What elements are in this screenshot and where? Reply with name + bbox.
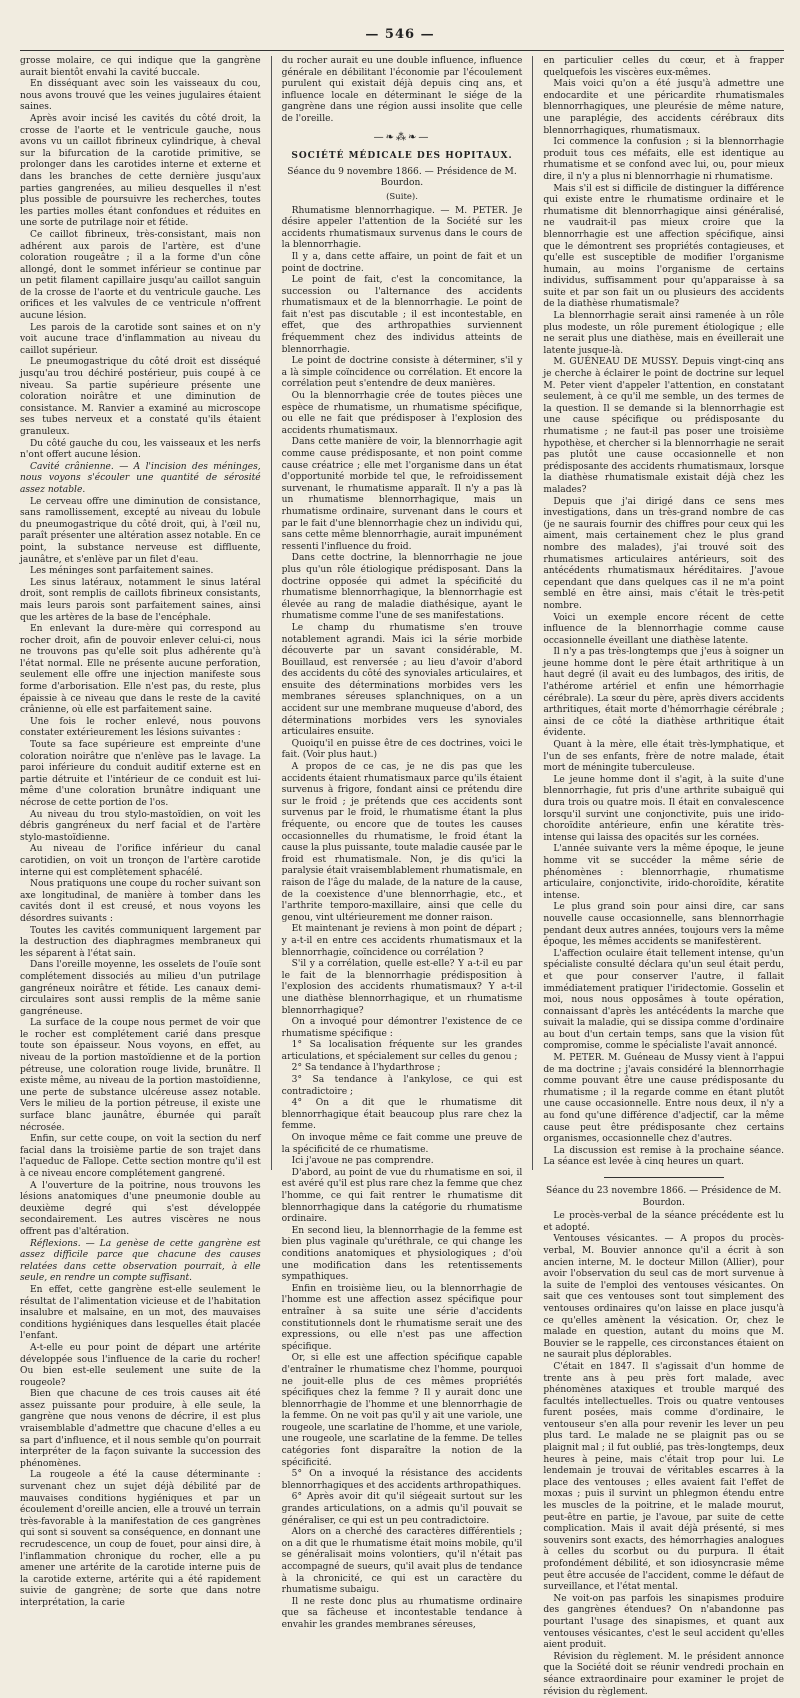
column-divider <box>532 56 533 1170</box>
paragraph: Au niveau du trou stylo-mastoïdien, on voit les débris gangréneux du nerf facial et de l'artère stylo-mastoïdienne. <box>20 809 261 843</box>
paragraph: Il y a, dans cette affaire, un point de fait et un point de doctrine. <box>281 251 523 274</box>
paragraph: Or, si elle est une affection spécifique capable d'entraîner le rhumatisme chez l'homme, pourquoi ne jouit-elle plus de ces mêmes propriétés spécifiques chez la femme ? Il y aurait donc une blennorrhagie de l'homme et une blennorrhagie de la femme. On ne voit pas qu'il y ait une variole, une rougeole, une scarlatine de l'homme, et une variole, une rougeole, une scarlatine de la femme. De telles catégories font disparaître la notion de la spécificité. <box>281 1353 523 1468</box>
paragraph: Le point de fait, c'est la concomitance, la succession ou l'alternance des accidents rhumatismaux et de la blennorrhagie. Le point de fait n'est pas discutable ; il est incontestable, en effet, que des arthropathies surviennent fréquemment chez des individus atteints de blennorrhagie. <box>281 275 523 355</box>
paragraph: Le procès-verbal de la séance précédente est lu et adopté. <box>543 1211 785 1233</box>
column-3 <box>543 56 785 1697</box>
paragraph: Toutes les cavités communiquent largement par la destruction des diaphragmes membraneux qui les séparent à l'état sain. <box>20 925 261 959</box>
columns <box>20 56 785 1697</box>
suite-line: (Suite). <box>386 191 418 202</box>
paragraph: En enlevant la dure-mère qui correspond au rocher droit, afin de pouvoir enlever celui-ci, nous ne trouvons pas qu'elle soit plus adhérente qu'à l'état normal. Elle ne présente aucune perforation, seulement elle offre une injection manifeste sous forme d'arborisation. Elle n'est pas, du reste, plus épaissie à ce niveau que dans le reste de la cavité crânienne, où elle est parfaitement saine. <box>20 624 261 716</box>
cranium-heading-paragraph: Cavité crânienne. — A l'incision des méninges, nous voyons s'écouler une quantité de sérosité assez notable. <box>20 461 261 495</box>
paragraph: En second lieu, la blennorrhagie de la femme est bien plus vaginale qu'uréthrale, ce qui change les conditions anatomiques et physiologiques ; d'où une modification dans les retentissements sympathiques. <box>281 1225 523 1283</box>
paragraph: 6° Après avoir dit qu'il siégeait surtout sur les grandes articulations, on a admis qu'il pouvait se généraliser, ce qui est un peu contradictoire. <box>281 1492 523 1526</box>
ornament-divider: —❧⁂❧— <box>373 131 431 143</box>
paragraph: Le plus grand soin pour ainsi dire, car sans nouvelle cause occasionnelle, sans blennorrhagie pendant deux autres années, toujours vers la même époque, les mêmes accidents se manifestèrent. <box>543 902 785 948</box>
paragraph: 5° On a invoqué la résistance des accidents blennorrhagiques et des accidents arthropathiques. <box>281 1469 523 1491</box>
paragraph: Enfin, sur cette coupe, on voit la section du nerf facial dans la troisième partie de son trajet dans l'aqueduc de Fallope. Cette section montre qu'il est à ce niveau encore complétement gangrené. <box>20 1134 261 1179</box>
paragraph: Ici j'avoue ne pas comprendre. <box>291 1156 434 1167</box>
paragraph: Et maintenant je reviens à mon point de départ ; y a-t-il en entre ces accidents rhumatismaux et la blennorrhagie, coïncidence ou corrélation ? <box>281 924 523 958</box>
column-1 <box>20 56 261 1608</box>
paragraph: Au niveau de l'orifice inférieur du canal carotidien, on voit un tronçon de l'artère carotide interne qui est complètement sphacélé. <box>20 844 261 878</box>
paragraph: grosse molaire, ce qui indique que la gangrène aurait bientôt envahi la cavité buccale. <box>20 56 261 78</box>
paragraph: Ici commence la confusion ; si la blennorrhagie produit tous ces méfaits, elle est identique au rhumatisme et se confond avec lui, ou, pour mieux dire, il n'y a plus ni blennorrhagie ni rhumatisme. <box>543 137 785 182</box>
paragraph: Dans cette doctrine, la blennorrhagie ne joue plus qu'un rôle étiologique prédisposant. Dans la doctrine opposée qui admet la spécificité du rhumatisme blennorrhagique, la blennorrhagie est élevée au rang de maladie diathésique, ayant le rhumatisme comme l'une de ses manifestations. <box>281 553 523 622</box>
paragraph: L'affection oculaire était tellement intense, qu'un spécialiste consulté déclara qu'un seul était perdu, et que pour conserver l'autre, il fallait immédiatement pratiquer l'iridectomie. Gosselin et moi, nous nous opposâmes à toute opération, connaissant d'après les antécédents la marche que suivait la maladie, qui se dissipa comme d'ordinaire au bout d'un certain temps, sans que la vision fût compromise, comme le spécialiste l'avait annoncé. <box>543 948 785 1052</box>
society-title: SOCIÉTÉ MÉDICALE DES HOPITAUX. <box>291 151 513 162</box>
paragraph: L'année suivante vers la même époque, le jeune homme vit se succéder la même série de phénomènes : blennorrhagie, rhumatisme articulaire, conjonctivite, irido-choroïdite, kératite intense. <box>543 844 785 901</box>
paragraph: Les parois de la carotide sont saines et on n'y voit aucune trace d'inflammation au niveau du caillot supérieur. <box>20 322 261 356</box>
paragraph: Quant à la mère, elle était très-lymphatique, et l'un de ses enfants, frère de notre malade, était mort de méningite tuberculeuse. <box>543 740 785 774</box>
paragraph: Révision du règlement. M. le président annonce que la Société doit se réunir vendredi prochain en séance extraordinaire pour examiner le projet de révision du règlement. <box>543 1651 785 1697</box>
paragraph: Le point de doctrine consiste à déterminer, s'il y a là simple coïncidence ou corrélation. Et encore la corrélation peut s'entendre de deux manières. <box>281 356 523 390</box>
paragraph: Une fois le rocher enlevé, nous pouvons constater extérieurement les lésions suivantes : <box>20 716 261 739</box>
paragraph: Mais s'il est si difficile de distinguer la différence qui existe entre le rhumatisme ordinaire et le rhumatisme dit blennorrhagique ainsi généralisé, ne vaudrait-il pas mieux croire que la blennorrhagie est une affection spécifique, ainsi que le démontrent ses propriétés contagieuses, et qu'elle est susceptible de modifier l'organisme humain, au moins l'organisme de certains individus, suffisamment pour qu'apparaisse à sa suite et par son fait un ou plusieurs des accidents de la diathèse rhumatismale? <box>543 183 785 310</box>
paragraph: Le jeune homme dont il s'agit, à la suite d'une blennorrhagie, fut pris d'une arthrite subaiguë qui dura trois ou quatre mois. Il était en convalescence lorsqu'il survint une conjonctivite, puis une irido-choroïdite antérieure, enfin une kératite très-intense qui laissa des opacités sur les cornées. <box>543 774 785 843</box>
paragraph: Le pneumogastrique du côté droit est disséqué jusqu'au trou déchiré postérieur, puis coupé à ce niveau. Sa partie supérieure présente une coloration noirâtre et une diminution de consistance. M. Ranvier a examiné au microscope ses tubes nerveux et a constaté qu'ils étaient granuleux. <box>20 357 261 437</box>
paragraph: du rocher aurait eu une double influence, influence générale en débilitant l'économie par l'écoulement purulent qui existait déjà depuis cinq ans, et influence locale en déterminant le siége de la gangrène dans une région aussi insolite que celle de l'oreille. <box>281 56 523 124</box>
paragraph: Rhumatisme blennorrhagique. — M. PETER. Je désire appeler l'attention de la Société sur les accidents rhumatismaux survenus dans le cours de la blennorrhagie. <box>281 205 523 251</box>
paragraph: Dans cette manière de voir, la blennorrhagie agit comme cause prédisposante, et non point comme cause créatrice ; elle met l'organisme dans un état d'opportunité morbide tel que, le refroidissement survenant, le rhumatisme apparaît. Il n'y a pas là un rhumatisme blennorrhagique, mais un rhumatisme ordinaire, survenant dans le cours et par le fait d'une blennorrhagie chez un individu qui, sans cette même blennorrhagie, aurait impunément ressenti l'influence du froid. <box>281 437 523 552</box>
paragraph: M. GUÉNEAU DE MUSSY. Depuis vingt-cinq ans je cherche à éclairer le point de doctrine sur lequel M. Peter vient d'appeler l'attention, en constatant seulement, à ce qu'il me semble, un des termes de la question. Il se demande si la blennorrhagie est une cause spécifique ou prédisposante du rhumatisme ; ne faut-il pas poser une troisième hypothèse, et chercher si la blennorrhagie ne serait pas plutôt une cause occasionnelle et non prédisposante des accidents rhumatismaux, lorsque la diathèse rhumatismale existait déjà chez les malades? <box>543 357 785 495</box>
paragraph: Dans l'oreille moyenne, les osselets de l'ouïe sont complétement dissociés au milieu d'un putrilage gangréneux noirâtre et fétide. Les canaux demi-circulaires sont aussi remplis de la même sanie gangréneuse. <box>20 960 261 1017</box>
paragraph: Ce caillot fibrineux, très-consistant, mais non adhérent aux parois de l'artère, est d'une coloration rougeâtre ; il a la forme d'un cône allongé, dont le sommet inférieur se continue par un petit filament capillaire jusqu'au caillot sanguin de la crosse de l'aorte et du ventricule gauche. Les orifices et les valvules de ce ventricule n'offrent aucune lésion. <box>20 229 261 322</box>
paragraph: Alors on a cherché des caractères différentiels ; on a dit que le rhumatisme était moins mobile, qu'il se généralisait moins volontiers, qu'il n'était pas accompagné de sueurs, qu'il avait plus de tendance à la chronicité, ce qui est un caractère du rhumatisme subaigu. <box>281 1527 523 1596</box>
paragraph: Ventouses vésicantes. — A propos du procès-verbal, M. Bouvier annonce qu'il a écrit à son ancien interne, M. le docteur Millon (Allier), pour avoir l'observation du seul cas de mort survenue à la suite de l'emploi des ventouses vésicantes. On sait que ces ventouses sont tout simplement des ventouses ordinaires qu'on laisse en place jusqu'à ce qu'elles amènent la vésication. Or, chez le malade en question, autant du moins que M. Bouvier se le rappelle, ces circonstances étaient on ne saurait plus déplorables. <box>543 1234 785 1361</box>
paragraph: 2° Sa tendance à l'hydarthrose ; <box>291 1063 441 1074</box>
paragraph: A-t-elle eu pour point de départ une artérite développée sous l'influence de la carie du rocher! Ou bien est-elle seulement une suite de la rougeole? <box>20 1342 261 1388</box>
paragraph: Nous pratiquons une coupe du rocher suivant son axe longitudinal, de manière à tomber dans les cavités dont il est creusé, et nous voyons les désordres suivants : <box>20 879 261 924</box>
paragraph: Du côté gauche du cou, les vaisseaux et les nerfs n'ont offert aucune lésion. <box>20 438 261 461</box>
paragraph: Il ne reste donc plus au rhumatisme ordinaire que sa fâcheuse et incontestable tendance à envahir les grandes membranes séreuses, <box>281 1596 523 1630</box>
paragraph: A l'ouverture de la poitrine, nous trouvons les lésions anatomiques d'une pneumonie double au deuxième degré qui s'est développée secondairement. Les autres viscères ne nous offrent pas d'altération. <box>20 1180 261 1237</box>
reflexions-paragraph: Réflexions. — La genèse de cette gangrène est assez difficile parce que chacune des causes relatées dans cette observation pourrait, à elle seule, en rendre un compte suffisant. <box>20 1238 261 1284</box>
paragraph: 3° Sa tendance à l'ankylose, ce qui est contradictoire ; <box>281 1075 523 1097</box>
header-rule <box>20 50 784 51</box>
paragraph: Ne voit-on pas parfois les sinapismes produire des gangrènes étendues? On n'abandonne pas pourtant l'usage des sinapismes, et quant aux ventouses vésicantes, c'est le seul accident qu'elles aient produit. <box>543 1593 785 1651</box>
paragraph: M. PETER. M. Guéneau de Mussy vient à l'appui de ma doctrine ; j'avais considéré la blennorrhagie comme pouvant être une cause prédisposante du rhumatisme ; il la regarde comme en étant plutôt une cause occasionnelle. Entre nous deux, il n'y a au fond qu'une différence d'adjectif, car la même cause peut être prédisposante chez certains organismes, occasionnelle chez d'autres. <box>543 1053 785 1145</box>
paragraph: Les méninges sont parfaitement saines. <box>30 566 214 577</box>
paragraph: Depuis que j'ai dirigé dans ce sens mes investigations, dans un très-grand nombre de cas (je ne saurais fournir des chiffres pour ceux qui les aiment, mais certainement chez le plus grand nombre des malades), j'ai trouvé soit des rhumatismes articulaires antérieurs, soit des antécédents rhumatismaux héréditaires. J'avoue cependant que dans quelques cas il ne m'a point semblé en être ainsi, mais c'était le très-petit nombre. <box>543 496 785 611</box>
paragraph: La surface de la coupe nous permet de voir que le rocher est complétement carié dans presque toute son épaisseur. Nous voyons, en effet, au niveau de la portion mastoïdienne et de la portion pétreuse, une coloration rouge livide, brunâtre. Il existe même, au niveau de la portion mastoïdienne, une perte de substance ulcéreuse assez notable. Vers le milieu de la portion pétreuse, il existe une surface blanc jaunâtre, éburnée qui paraît nécrosée. <box>20 1018 261 1133</box>
paragraph: Bien que chacune de ces trois causes ait été assez puissante pour produire, à elle seule, la gangrène que nous venons de décrire, il est plus vraisemblable d'admettre que chacune d'elles a eu sa part d'influence, et il nous semble qu'on pourrait interpréter de la façon suivante la succession des phénomènes. <box>20 1389 261 1469</box>
paragraph: Le cerveau offre une diminution de consistance, sans ramollissement, excepté au niveau du lobule du pneumogastrique du côté droit, qui, à l'œil nu, paraît présenter une altération assez notable. En ce point, la substance nerveuse est diffluente, jaunâtre, et s'enlève par un filet d'eau. <box>20 496 261 565</box>
paragraph: Il n'y a pas très-longtemps que j'eus à soigner un jeune homme dont le père était arthritique à un haut degré (il avait eu des lumbagos, des iritis, de l'athérome artériel et enfin une hémorrhagie cérébrale). La sœur du père, après divers accidents arthritiques, était morte d'hémorrhagie cérébrale ; ainsi de ce côté la diathèse arthritique était évidente. <box>543 647 785 739</box>
paragraph: Ou la blennorrhagie crée de toutes pièces une espèce de rhumatisme, un rhumatisme spécifique, ou elle ne fait que prédisposer à l'explosion des accidents rhumatismaux. <box>281 391 523 436</box>
column-divider <box>271 56 272 1170</box>
paragraph: en particulier celles du cœur, et à frapper quelquefois les viscères eux-mêmes. <box>543 56 785 78</box>
paragraph: Voici un exemple encore récent de cette influence de la blennorrhagie comme cause occasionnelle éveillant une diathèse latente. <box>543 612 785 646</box>
paragraph: Quoiqu'il en puisse être de ces doctrines, voici le fait. (Voir plus haut.) <box>281 738 523 761</box>
seance-line-2: Séance du 23 novembre 1866. — Présidence de M. Bourdon. <box>546 1186 782 1208</box>
section-rule <box>604 1177 724 1178</box>
seance-line: Séance du 9 novembre 1866. — Présidence de M. Bourdon. <box>287 166 517 189</box>
paragraph: Après avoir incisé les cavités du côté droit, la crosse de l'aorte et le ventricule gauche, nous avons vu un caillot fibrineux cylindrique, à cheval sur la bifurcation de la carotide primitive, se prolonger dans les carotides interne et externe et dans les branches de cette dernière jusqu'aux parties gangrenées, au milieu desquelles il n'est plus possible de poursuivre les recherches, toutes les parties molles étant confondues et réduites en une sorte de putrilage noir et fétide. <box>20 113 261 229</box>
paragraph: 4° On a dit que le rhumatisme dit blennorrhagique était beaucoup plus rare chez la femme. <box>281 1098 523 1132</box>
page-number: — 546 — <box>365 27 435 42</box>
paragraph: En disséquant avec soin les vaisseaux du cou, nous avons trouvé que les veines jugulaires étaient saines. <box>20 79 261 113</box>
paragraph: La blennorrhagie serait ainsi ramenée à un rôle plus modeste, un rôle purement étiologique ; elle ne serait plus une diathèse, mais en éveillerait une latente jusque-là. <box>543 311 785 356</box>
paragraph: Mais voici qu'on a été jusqu'à admettre une endocardite et une péricardite rhumatismales blennorrhagiques, une pleurésie de même nature, une paraplégie, des accidents cérébraux dits blennorrhagiques, rhumatismaux. <box>543 79 785 136</box>
paragraph: Enfin en troisième lieu, ou la blennorrhagie de l'homme est une affection assez spécifique pour entraîner à sa suite une série d'accidents constitutionnels dont le rhumatisme serait une des expressions, ou elle n'est pas une affection spécifique. <box>281 1283 523 1352</box>
paragraph: Le champ du rhumatisme s'en trouve notablement agrandi. Mais ici la série morbide découverte par un savant considérable, M. Bouillaud, est renversée ; au lieu d'avoir d'abord des accidents du côté des synoviales articulaires, et ensuite des déterminations morbides vers les membranes séreuses splanchniques, on a un accident sur une membrane muqueuse d'abord, des déterminations morbides vers les synoviales articulaires ensuite. <box>281 622 523 738</box>
paragraph: A propos de ce cas, je ne dis pas que les accidents étaient rhumatismaux parce qu'ils étaient survenus à frigore, fondant ainsi ce prétendu dire sur le froid ; je prétends que ces accidents sont survenus par le froid, le rhumatisme étant la plus fréquente, ou encore que de toutes les causes occasionnelles du rhumatisme, le froid étant la cause la plus puissante, toute maladie causée par le froid est rhumatismale. Non, je dis qu'ici la paralysie était vraisemblablement rhumatismale, en raison de l'âge du malade, de la nature de la cause, de la coexistence d'une blennorrhagie, etc., et l'arthrite temporo-maxillaire, ainsi que celle du genou, vint ultérieurement me donner raison. <box>281 762 523 923</box>
paragraph: En effet, cette gangrène est-elle seulement le résultat de l'alimentation vicieuse et de l'habitation insalubre et malsaine, en un mot, des mauvaises conditions hygiéniques dans lesquelles était placée l'enfant. <box>20 1284 261 1342</box>
paragraph: C'était en 1847. Il s'agissait d'un homme de trente ans à peu près fort malade, avec phénomènes ataxiques et trouble marqué des facultés intellectuelles. Trois ou quatre ventouses furent posées, mais comme d'ordinaire, le ventouseur s'en alla pour revenir les lever un peu plus tard. Le malade ne se plaignit pas ou se plaignit mal ; il fut oublié, pas très-longtemps, deux heures à peine, mais c'était trop pour lui. Le lendemain je trouvai de véritables escarres à la place des ventouses ; elles avaient fait l'effet de moxas ; puis il survint un phlegmon étendu entre les muscles de la poitrine, et le malade mourut, peut-être en partie, je l'avoue, par suite de cette complication. Mais il avait déjà présenté, si mes souvenirs sont exacts, des hémorrhagies analogues à celles du scorbut ou du purpura. Il était profondément débilité, et son idiosyncrasie même peut être accusée de l'accident, comme le défaut de surveillance, et l'état mental. <box>543 1361 785 1593</box>
column-2 <box>281 56 523 1630</box>
paragraph: S'il y a corrélation, quelle est-elle? Y a-t-il eu par le fait de la blennorrhagie prédisposition à l'explosion des accidents rhumatismaux? Y a-t-il une diathèse blennorrhagique, et un rhumatisme blennorrhagique? <box>281 959 523 1016</box>
paragraph: La rougeole a été la cause déterminante : survenant chez un sujet déjà débilité par de mauvaises conditions hygiéniques et par un écoulement d'oreille ancien, elle a trouvé un terrain très-favorable à la manifestation de ces gangrènes qui sont si souvent sa conséquence, en donnant une recrudescence, un coup de fouet, pour ainsi dire, à l'inflammation chronique du rocher, elle a pu amener une artérite de la carotide interne puis de la carotide externe, artérite qui a été rapidement suivie de gangrène; de sorte que dans notre interprétation, la carie <box>20 1470 261 1608</box>
paragraph: Les sinus latéraux, notamment le sinus latéral droit, sont remplis de caillots fibrineux consistants, mais leurs parois sont parfaitement saines, ainsi que les artères de la base de l'encéphale. <box>20 577 261 623</box>
paragraph: On a invoqué pour démontrer l'existence de ce rhumatisme spécifique : <box>281 1017 523 1039</box>
paragraph: D'abord, au point de vue du rhumatisme en soi, il est avéré qu'il est plus rare chez la femme que chez l'homme, ce qui fait rentrer le rhumatisme dit blennorrhagique dans la catégorie du rhumatisme ordinaire. <box>281 1167 523 1225</box>
paragraph: Toute sa face supérieure est empreinte d'une coloration noirâtre que n'enlève pas le lavage. La paroi inférieure du conduit auditif externe est en partie détruite et l'intérieur de ce conduit est lui-même d'une coloration brunâtre indiquant une nécrose de cette portion de l'os. <box>20 740 261 808</box>
paragraph: 1° Sa localisation fréquente sur les grandes articulations, et spécialement sur celles du genou ; <box>281 1040 523 1062</box>
paragraph: La discussion est remise à la prochaine séance. La séance est levée à cinq heures un quart. <box>543 1145 785 1168</box>
paragraph: On invoque même ce fait comme une preuve de la spécificité de ce rhumatisme. <box>281 1133 523 1155</box>
